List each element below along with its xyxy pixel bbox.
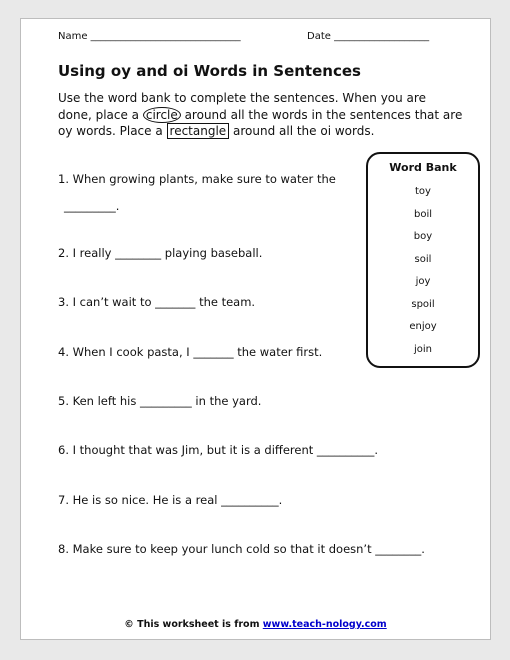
question-1: 1. When growing plants, make sure to water the bbox=[58, 172, 336, 186]
footer bbox=[21, 619, 490, 630]
word-bank-word: soil bbox=[414, 254, 432, 265]
instructions-text: done, place a bbox=[58, 108, 143, 122]
question-8: 8. Make sure to keep your lunch cold so that it doesn’t ________. bbox=[58, 542, 425, 556]
question-5: 5. Ken left his _________ in the yard. bbox=[58, 394, 262, 408]
word-bank-title: Word Bank bbox=[389, 161, 457, 174]
rectangle-word: rectangle bbox=[167, 123, 230, 139]
question-2: 2. I really ________ playing baseball. bbox=[58, 246, 263, 260]
footer-text: © This worksheet is from bbox=[124, 619, 263, 630]
word-bank-word: joy bbox=[415, 276, 431, 287]
instructions-line-1: Use the word bank to complete the sentences. When you are bbox=[58, 91, 426, 105]
instructions-text: around all the oi words. bbox=[229, 124, 375, 138]
word-bank-box bbox=[366, 152, 480, 368]
worksheet-title: Using oy and oi Words in Sentences bbox=[58, 62, 361, 80]
circle-word: circle bbox=[143, 107, 181, 123]
instructions-text: around all the words in the sentences that are bbox=[180, 108, 463, 122]
question-1-blank: _________. bbox=[64, 199, 120, 213]
word-bank-word: boil bbox=[413, 209, 433, 220]
question-4: 4. When I cook pasta, I _______ the water first. bbox=[58, 345, 323, 359]
instructions-line-3 bbox=[58, 124, 374, 138]
instructions-line-2 bbox=[58, 108, 462, 122]
instructions-text: oy words. Place a bbox=[58, 124, 167, 138]
question-3: 3. I can’t wait to _______ the team. bbox=[58, 295, 256, 309]
name-field: Name ______________________________ bbox=[58, 31, 241, 42]
question-7: 7. He is so nice. He is a real __________. bbox=[58, 493, 283, 507]
date-field: Date ___________________ bbox=[307, 31, 430, 42]
word-bank-word: boy bbox=[413, 231, 433, 242]
word-bank-word: spoil bbox=[411, 299, 435, 310]
footer-link[interactable]: www.teach-nology.com bbox=[262, 619, 387, 630]
word-bank-word: enjoy bbox=[409, 321, 437, 332]
question-6: 6. I thought that was Jim, but it is a different __________. bbox=[58, 443, 379, 457]
worksheet-page bbox=[20, 18, 491, 640]
word-bank-word: toy bbox=[415, 186, 431, 197]
word-bank-word: join bbox=[413, 344, 432, 355]
